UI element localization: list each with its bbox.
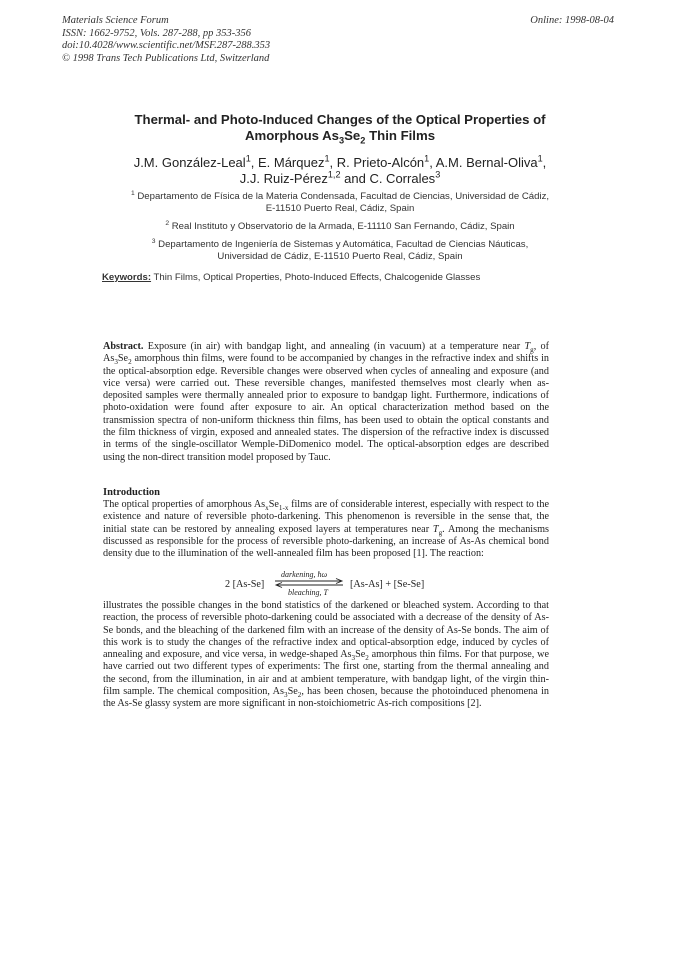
keywords: [102, 272, 582, 284]
author-line-2: J.J. Ruiz-Pérez$^{1,2}$ and C. Corrales$^3$: [239, 169, 441, 186]
copyright-line: © 1998 Trans Tech Publications Ltd, Switzerland: [62, 52, 270, 64]
abstract-paragraph: Abstract. Exposure (in air) with bandgap light, and annealing (in vacuum) at a temperature near $T_g$, of $As_3Se_2$ amorphous thin films, were found to be accompanied by changes in the refractive index and shifts in the optical-absorption edge. Reversible changes were observed when cycles of annealing and exposure (and vice versa) were carried out. These reversible changes, manifested themselves most clearly when as-deposited samples were thermally annealed prior to exposure to bandgap light. Furthermore, indications of photo-oxidation were found after exposure to air. An optical characterization method based on the transmission spectra of non-uniform thickness thin films, has been used to obtain the optical constants and the film thickness of virgin, exposed and annealed states. The dispersion of the refractive index is discussed in terms of the single-oscillator Wemple-DiDomenico model. The optical-absorption edges are described using the non-direct transition model proposed by Tauc.: [103, 341, 549, 463]
paper-title: [100, 112, 580, 144]
journal-name: Materials Science Forum: [62, 15, 169, 26]
affiliation-3: $^3$ Departamento de Ingeniería de Sistemas y Automática, Facultad de Ciencias Náuticas, Universidad de Cádiz, E-11510 Puerto Real, Cádiz, Spain: [151, 237, 529, 262]
doi-link[interactable]: doi:10.4028/www.scientific.net/MSF.287-288.353: [62, 40, 271, 51]
reaction-rhs: [As-As] + [Se-Se]: [350, 579, 425, 590]
affiliations: [96, 191, 584, 269]
keywords-text: Thin Films, Optical Properties, Photo-Induced Effects, Chalcogenide Glasses: [151, 272, 481, 283]
author-list: [100, 155, 580, 187]
reaction-backward-label: bleaching, T: [288, 588, 328, 597]
issn-line: ISSN: 1662-9752, Vols. 287-288, pp 353-356: [62, 27, 251, 39]
introduction-paragraph-2: illustrates the possible changes in the bond statistics of the darkened or bleached system. According to that reaction, the process of reversible photo-darkening could be associated with a decrease of the density of As-Se bonds, and the bleaching of the darkened film with an increase of the density of As-Se bonds. The aim of this work is to study the changes of the refractive index and optical-absorption edge, induced by cycles of annealing and exposure, and vice versa, in wedge-shaped $As_3Se_2$ amorphous thin films. For that purpose, we have carried out two different types of experiments: The first one, starting from the thermal annealing and the second, from the illumination, in air and at ambient temperature, with bandgap light, of the virgin thin-film sample. The chemical composition, $As_3Se_2$, has been chosen, because the photoinduced phenomena in the As-Se glassy system are more significant in non-stoichiometric As-rich compositions [2].: [103, 600, 550, 710]
affiliation-1: $^1$ Departamento de Física de la Materia Condensada, Facultad de Ciencias, Universidad de Cádiz, E-11510 Puerto Real, Cádiz, Spain: [130, 189, 550, 214]
reaction-lhs: 2 [As-Se]: [225, 579, 265, 590]
abstract-label: Abstract.: [103, 341, 144, 352]
introduction-heading: Introduction: [103, 487, 160, 498]
online-date: Online: 1998-08-04: [530, 15, 614, 26]
affiliation-2: $^2$ Real Instituto y Observatorio de la Armada, E-11110 San Fernando, Cádiz, Spain: [165, 219, 515, 232]
keywords-label: Keywords:: [102, 272, 152, 283]
title-line-2: Amorphous $As_3Se_2$ Thin Films: [244, 128, 436, 146]
journal-header: [62, 15, 270, 65]
reaction-equation: [103, 570, 549, 598]
equilibrium-arrows-icon: [273, 578, 345, 588]
title-line-1: Thermal- and Photo-Induced Changes of the Optical Properties of: [134, 112, 546, 127]
reaction-forward-label: darkening, ħω: [281, 570, 328, 579]
introduction-paragraph-1: The optical properties of amorphous $As_xSe_{1-x}$ films are of considerable interest, especially with respect to the existence and nature of reversible photo-darkening. This phenomenon is reversible in the sense that, the initial state can be restored by annealing exposed layers at temperatures near $T_g$. Among the mechanisms discussed as responsible for the process of reversible photo-darkening, an increase of As-As chemical bond density due to the illumination of the well-annealed film has been proposed [1]. The reaction:: [103, 499, 550, 560]
author-line-1: J.M. González-Leal$^1$, E. Márquez$^1$, R. Prieto-Alcón$^1$, A.M. Bernal-Oliva$^1$,: [133, 153, 547, 170]
